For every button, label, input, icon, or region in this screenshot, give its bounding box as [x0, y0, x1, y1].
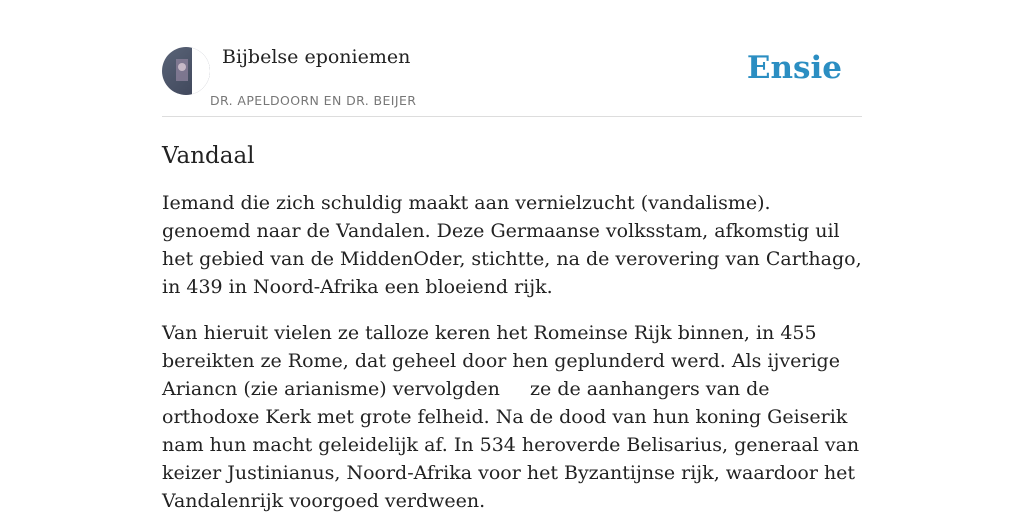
brand-logo[interactable]: Ensie	[746, 50, 842, 86]
book-cover-icon[interactable]	[162, 47, 210, 95]
book-authors: DR. APELDOORN EN DR. BEIJER	[210, 93, 417, 108]
book-header	[162, 0, 862, 117]
page-container	[162, 0, 866, 515]
article-paragraph-2: Van hieruit vielen ze talloze keren het Romeinse Rijk binnen, in 455 bereikten ze Rome, dat geheel door hen geplunderd werd. Als ijverige Ariancn (zie arianisme) vervolgden ze de aanhangers van de orthodoxe Kerk met grote felheid. Na de dood van hun koning Geiserik nam hun macht geleidelijk af. In 534 heroverde Belisarius, generaal van keizer Justinianus, Noord-Afrika voor het Byzantijnse rijk, waardoor het Vandalenrijk voorgoed verdween.	[162, 322, 866, 512]
book-cover-image	[162, 47, 210, 95]
book-title[interactable]: Bijbelse eponiemen	[222, 46, 411, 68]
article-paragraph-1: Iemand die zich schuldig maakt aan vernielzucht (vandalisme). genoemd naar de Vandalen. Deze Germaanse volksstam, afkomstig uil het gebied van de MiddenOder, stichtte, na de verovering van Carthago, in 439 in Noord-Afrika een bloeiend rijk.	[162, 192, 862, 298]
article-title: Vandaal	[162, 143, 255, 169]
